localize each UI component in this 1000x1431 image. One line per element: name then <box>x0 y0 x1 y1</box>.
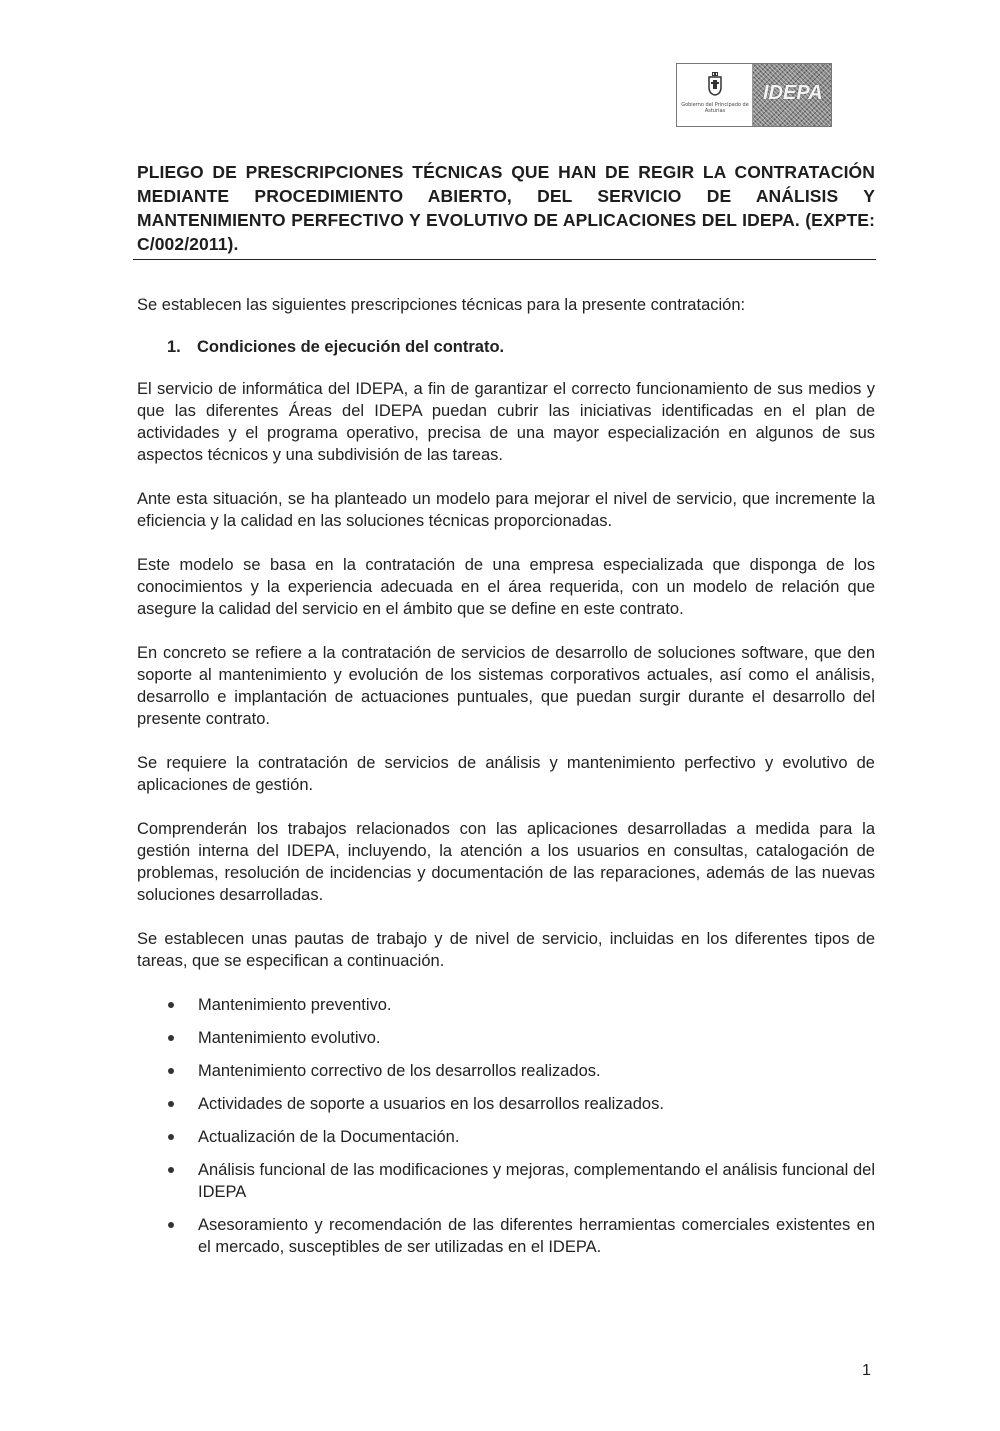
section-heading <box>137 336 875 358</box>
list-item-text: Asesoramiento y recomendación de las diferentes herramientas comerciales existentes en el mercado, susceptibles de ser utilizadas en el IDEPA. <box>198 1216 875 1256</box>
bullet-icon <box>168 1035 174 1041</box>
bullet-icon <box>168 1134 174 1140</box>
body-paragraph: Este modelo se basa en la contratación de una empresa especializada que disponga de los conocimientos y la experiencia adecuada en el área requerida, con un modelo de relación que asegure la calidad del servicio en el ámbito que se define en este contrato. <box>137 556 875 618</box>
list-item-text: Mantenimiento evolutivo. <box>198 1029 381 1047</box>
body-paragraph: Se establecen unas pautas de trabajo y de nivel de servicio, incluidas en los diferentes tipos de tareas, que se especifican a continuación. <box>137 930 875 970</box>
page-number: 1 <box>862 1362 871 1379</box>
idepa-brand-block <box>753 64 831 126</box>
bullet-icon <box>168 1167 174 1173</box>
body-paragraph: Ante esta situación, se ha planteado un modelo para mejorar el nivel de servicio, que incremente la eficiencia y la calidad en las soluciones técnicas proporcionadas. <box>137 490 875 530</box>
list-item <box>137 1159 875 1203</box>
government-caption: Gobierno del Principado de Asturias <box>681 102 749 114</box>
section-number: 1. <box>167 338 181 356</box>
body-paragraph: Se requiere la contratación de servicios de análisis y mantenimiento perfectivo y evolutivo de aplicaciones de gestión. <box>137 754 875 794</box>
coat-of-arms-icon <box>708 72 722 96</box>
list-item-text: Mantenimiento correctivo de los desarrollos realizados. <box>198 1062 601 1080</box>
section-title: Condiciones de ejecución del contrato. <box>197 338 505 356</box>
intro-paragraph: Se establecen las siguientes prescripciones técnicas para la presente contratación: <box>137 296 746 314</box>
document-body <box>137 294 875 1269</box>
list-item-text: Análisis funcional de las modificaciones y mejoras, complementando el análisis funcional del IDEPA <box>198 1161 875 1201</box>
idepa-logo <box>676 63 832 127</box>
list-item <box>137 994 875 1016</box>
list-item <box>137 1060 875 1082</box>
list-item <box>137 1093 875 1115</box>
body-paragraph: En concreto se refiere a la contratación de servicios de desarrollo de soluciones software, que den soporte al mantenimiento y evolución de los sistemas corporativos actuales, así como el análisis, desarrollo e implantación de actuaciones puntuales, que puedan surgir durante el desarrollo del presente contrato. <box>137 644 875 728</box>
government-emblem <box>677 64 753 126</box>
list-item-text: Actividades de soporte a usuarios en los desarrollos realizados. <box>198 1095 664 1113</box>
bullet-icon <box>168 1068 174 1074</box>
bullet-icon <box>168 1222 174 1228</box>
title-underline <box>133 259 876 260</box>
list-item-text: Mantenimiento preventivo. <box>198 996 392 1014</box>
document-title: PLIEGO DE PRESCRIPCIONES TÉCNICAS QUE HAN DE REGIR LA CONTRATACIÓN MEDIANTE PROCEDIMIENTO ABIERTO, DEL SERVICIO DE ANÁLISIS Y MANTENIMIENTO PERFECTIVO Y EVOLUTIVO DE APLICACIONES DEL IDEPA. (EXPTE: C/002/2011). <box>137 162 875 254</box>
list-item <box>137 1027 875 1049</box>
body-paragraph: Comprenderán los trabajos relacionados con las aplicaciones desarrolladas a medida para la gestión interna del IDEPA, incluyendo, la atención a los usuarios en consultas, catalogación de problemas, resolución de incidencias y documentación de las reparaciones, además de las nuevas soluciones desarrolladas. <box>137 820 875 904</box>
list-item <box>137 1214 875 1258</box>
list-item-text: Actualización de la Documentación. <box>198 1128 460 1146</box>
bullet-icon <box>168 1002 174 1008</box>
idepa-brand-text: IDEPA <box>763 82 823 104</box>
bullet-icon <box>168 1101 174 1107</box>
body-paragraph: El servicio de informática del IDEPA, a fin de garantizar el correcto funcionamiento de sus medios y que las diferentes Áreas del IDEPA puedan cubrir las iniciativas identificadas en el plan de actividades y el programa operativo, precisa de una mayor especialización en algunos de sus aspectos técnicos y una subdivisión de las tareas. <box>137 380 875 464</box>
task-list <box>137 994 875 1258</box>
list-item <box>137 1126 875 1148</box>
